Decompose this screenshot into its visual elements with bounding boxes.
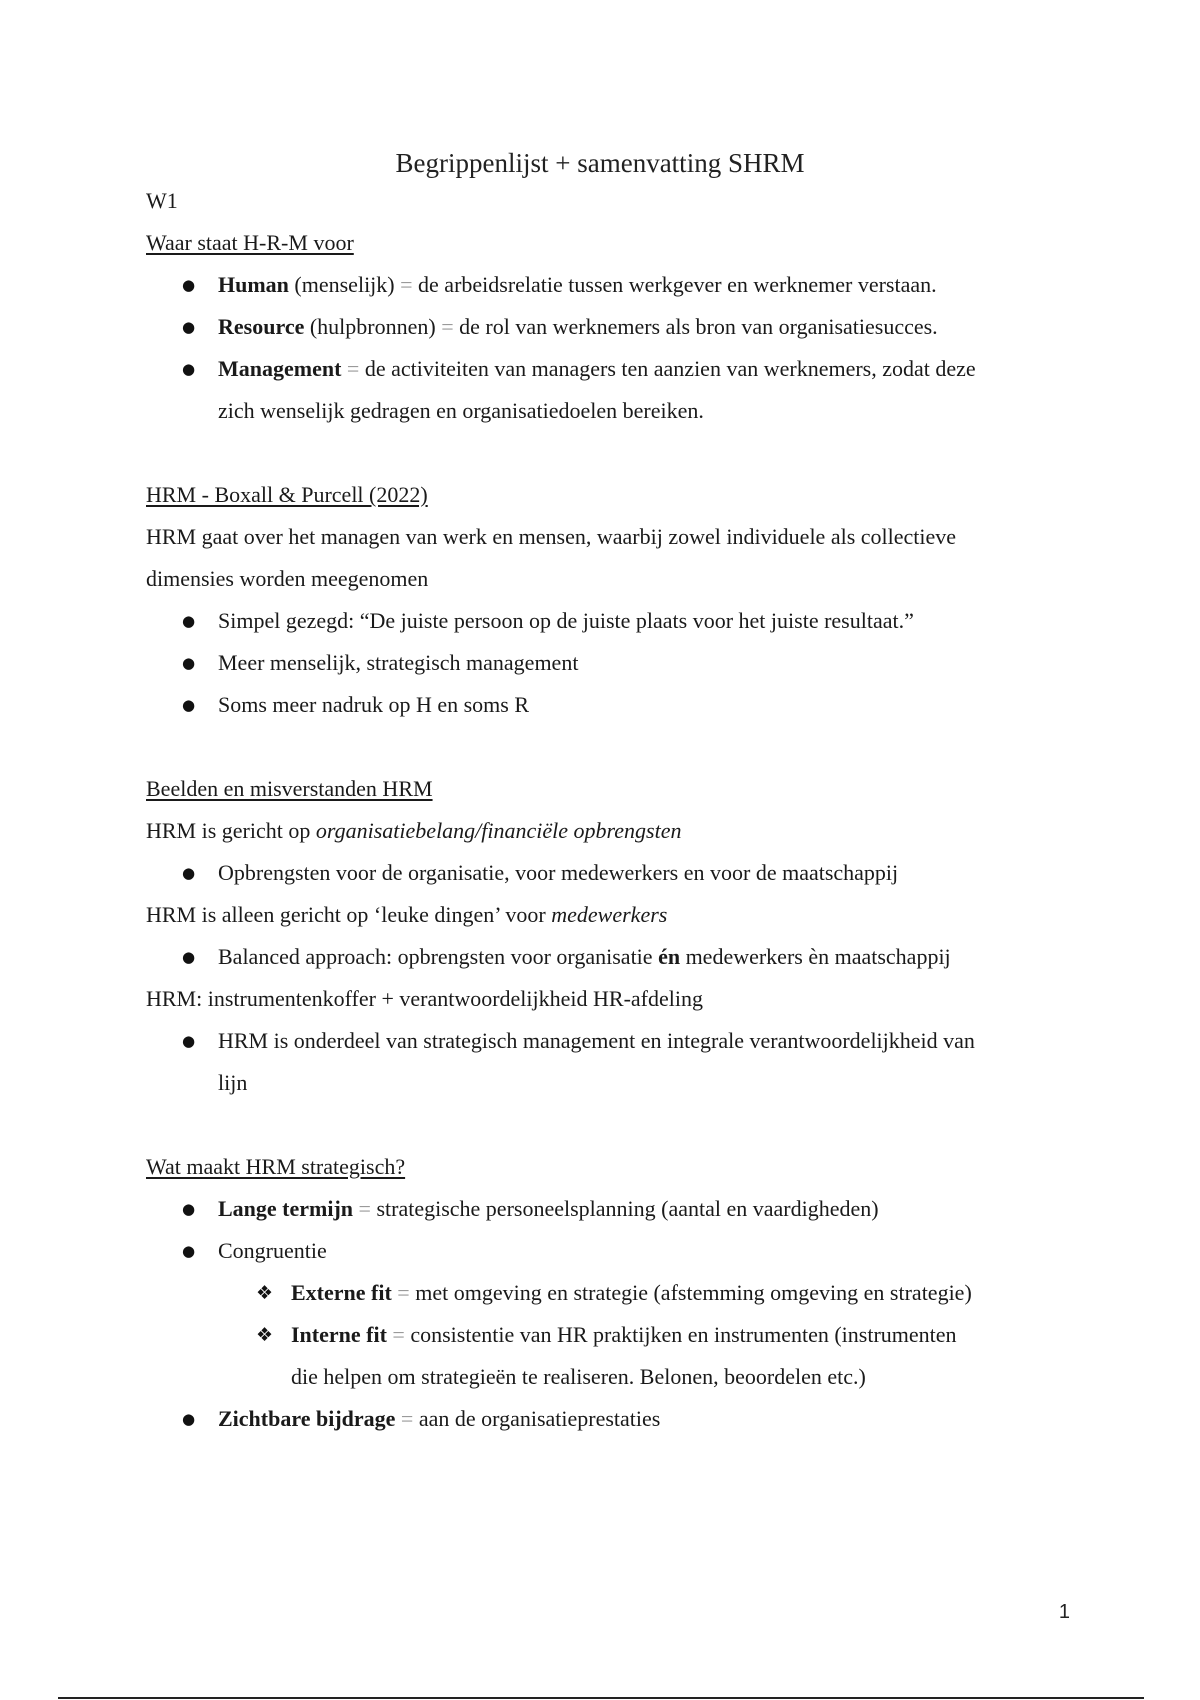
page-number: 1: [1058, 1601, 1070, 1623]
sub-item-externe-fit: ❖ Externe fit = met omgeving en strategie (afstemming omgeving en strategie): [146, 1272, 1066, 1314]
list-item-resource: ● Resource (hulpbronnen) = de rol van werknemers als bron van organisatiesucces.: [146, 306, 1066, 348]
list-item: ● Simpel gezegd: “De juiste persoon op de juiste plaats voor het juiste resultaat.”: [146, 600, 1066, 642]
page-bottom-rule: [58, 1697, 1144, 1699]
section-heading-strategic: Wat maakt HRM strategisch?: [146, 1154, 406, 1179]
sub-item-interne-fit: ❖ Interne fit = consistentie van HR praktijken en instrumenten (instrumenten die helpen om strategieën te realiseren. Belonen, beoordelen etc.): [146, 1314, 1066, 1398]
term-human: Human: [218, 272, 289, 297]
list-item-lange-termijn: ● Lange termijn = strategische personeelsplanning (aantal en vaardigheden): [146, 1188, 1066, 1230]
paragraph: dimensies worden meegenomen: [146, 566, 429, 591]
term-resource: Resource: [218, 314, 305, 339]
list-item-human: ● Human (menselijk) = de arbeidsrelatie tussen werkgever en werknemer verstaan.: [146, 264, 1066, 306]
list-item-zichtbare-bijdrage: ● Zichtbare bijdrage = aan de organisatieprestaties: [146, 1398, 1066, 1440]
list-item: ● Meer menselijk, strategisch management: [146, 642, 1066, 684]
boxall-list: [146, 600, 1066, 726]
page-title: Begrippenlijst + samenvatting SHRM: [395, 148, 805, 178]
paragraph: HRM is gericht op organisatiebelang/financiële opbrengsten: [146, 818, 682, 843]
list-item: ● Soms meer nadruk op H en soms R: [146, 684, 1066, 726]
list-item-management: ● Management = de activiteiten van managers ten aanzien van werknemers, zodat deze zich wenselijk gedragen en organisatiedoelen bereiken.: [146, 348, 1066, 432]
section-heading-hrm-meaning: Waar staat H-R-M voor: [146, 230, 354, 255]
section-heading-misconceptions: Beelden en misverstanden HRM: [146, 776, 433, 801]
strategic-list: [146, 1188, 1066, 1440]
list-item: ● HRM is onderdeel van strategisch management en integrale verantwoordelijkheid van lijn: [146, 1020, 1066, 1104]
section-heading-boxall-purcell: HRM - Boxall & Purcell (2022): [146, 482, 428, 507]
week-label: W1: [146, 188, 178, 213]
paragraph: HRM gaat over het managen van werk en mensen, waarbij zowel individuele als collectieve: [146, 524, 957, 549]
paragraph: HRM: instrumentenkoffer + verantwoordelijkheid HR-afdeling: [146, 986, 703, 1011]
term-management: Management: [218, 356, 342, 381]
paragraph: HRM is alleen gericht op ‘leuke dingen’ voor medewerkers: [146, 902, 668, 927]
hrm-letters-list: [146, 264, 1066, 432]
list-item: ● Opbrengsten voor de organisatie, voor medewerkers en voor de maatschappij: [146, 852, 1066, 894]
document-body: [146, 180, 1066, 1440]
list-item: ● Balanced approach: opbrengsten voor organisatie én medewerkers èn maatschappij: [146, 936, 1066, 978]
list-item-congruentie: ● Congruentie: [146, 1230, 1066, 1272]
